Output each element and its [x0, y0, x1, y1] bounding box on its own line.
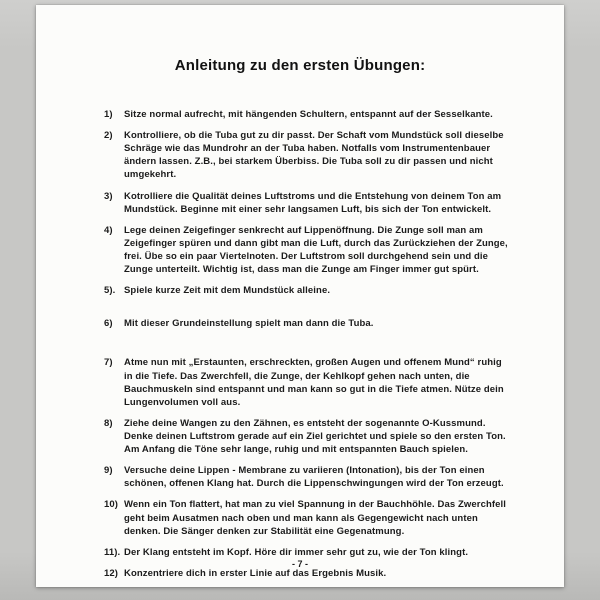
- item-number: 3): [104, 190, 113, 202]
- item-number: 12): [104, 567, 119, 579]
- instruction-item-8: [104, 417, 512, 456]
- page-number: - 7 -: [291, 559, 308, 569]
- item-number: 10): [104, 499, 119, 511]
- item-number: 4): [104, 224, 113, 236]
- instruction-item-1: [104, 108, 512, 121]
- item-number: 11).: [104, 546, 121, 558]
- item-number: 8): [104, 417, 113, 429]
- item-text: Spiele kurze Zeit mit dem Mundstück alleine.: [124, 285, 331, 297]
- page-title: Anleitung zu den ersten Übungen:: [174, 57, 426, 74]
- item-text: Kotrolliere die Qualität deines Luftstroms und die Entstehung von deinem Ton am Mundstück. Beginne mit einer sehr langsamen Luft, bis sich der Ton entwickelt.: [124, 190, 502, 215]
- item-text: Wenn ein Ton flattert, hat man zu viel Spannung in der Bauchhöhle. Das Zwerchfell geht beim Ausatmen nach oben und man kann als Gegengewicht nach unten denken. Die Sänger denken zur Stabilität eine Gegenatmung.: [124, 499, 506, 537]
- instruction-item-11: [104, 546, 512, 559]
- item-text: Konzentriere dich in erster Linie auf das Ergebnis Musik.: [124, 567, 387, 579]
- instruction-item-7: [104, 356, 512, 408]
- instruction-item-4: [104, 224, 512, 276]
- item-text: Atme nun mit „Erstaunten, erschreckten, großen Augen und offenem Mund“ ruhig in die Tiefe. Das Zwerchfell, die Zunge, der Kehlkopf gehen nach unten, die Bauchmuskeln sind entspannt und man kann so gut in die Tiefe atmen. Nütze dein Lungenvolumen voll aus.: [124, 357, 504, 408]
- item-number: 7): [104, 357, 113, 369]
- item-text: Kontrolliere, ob die Tuba gut zu dir passt. Der Schaft vom Mundstück soll dieselbe Schräge wie das Mundrohr an der Tuba haben. Notfalls vom Instrumentenbauer ändern lassen. Z.B., bei starkem Überbiss. Die Tuba soll zu dir passen und nicht umgekehrt.: [124, 130, 504, 181]
- instruction-list: [104, 108, 512, 580]
- document-page: [36, 5, 564, 587]
- item-text: Mit dieser Grundeinstellung spielt man dann die Tuba.: [124, 318, 374, 330]
- item-text: Lege deinen Zeigefinger senkrecht auf Lippenöffnung. Die Zunge soll man am Zeigefinger spüren und dann gibt man die Luft, durch das Zurückziehen der Zunge, frei. Übe so ein paar Viertelnoten. Der Luftstrom soll durchgehend sein und die Zunge unterteilt. Wichtig ist, dass man die Zunge am Finger immer gut spürt.: [124, 224, 508, 276]
- instruction-item-3: [104, 190, 512, 216]
- item-number: 5).: [104, 285, 116, 297]
- instruction-item-6: [104, 317, 512, 330]
- item-text: Ziehe deine Wangen zu den Zähnen, es entsteht der sogenannte O-Kussmund. Denke deinen Luftstrom gerade auf ein Ziel gerichtet und spiele so den ersten Ton. Am Anfang die Töne sehr lange, ruhig und mit entspannten Bauch spielen.: [124, 417, 506, 456]
- instruction-item-9: [104, 464, 512, 490]
- item-text: Sitze normal aufrecht, mit hängenden Schultern, entspannt auf der Sesselkante.: [124, 109, 493, 120]
- item-number: 6): [104, 318, 113, 330]
- instruction-item-2: [104, 129, 512, 181]
- item-number: 1): [104, 109, 113, 120]
- item-text: Der Klang entsteht im Kopf. Höre dir immer sehr gut zu, wie der Ton klingt.: [124, 546, 469, 558]
- instruction-item-5: [104, 284, 512, 297]
- instruction-item-10: [104, 498, 512, 537]
- item-number: 9): [104, 465, 113, 477]
- item-number: 2): [104, 130, 113, 142]
- item-text: Versuche deine Lippen - Membrane zu variieren (Intonation), bis der Ton einen schönen, offenen Klang hat. Durch die Lippenschwingungen wird der Ton erzeugt.: [124, 465, 504, 490]
